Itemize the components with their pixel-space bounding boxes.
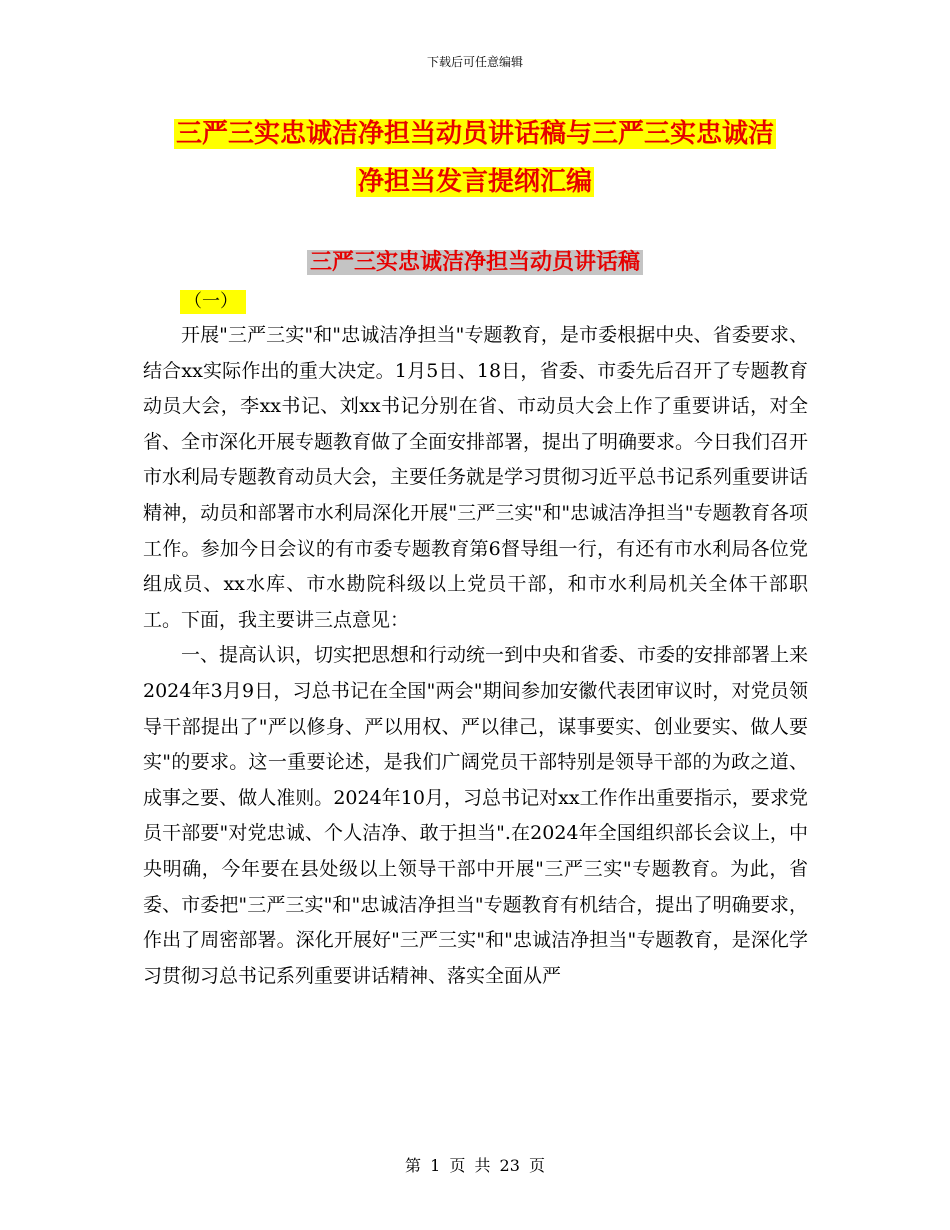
page-number: 第 1 页 共 23 页 [405,1156,545,1175]
paragraph: 开展"三严三实"和"忠诚洁净担当"专题教育，是市委根据中央、省委要求、结合xx实际作出的重大决定。1月5日、18日，省委、市委先后召开了专题教育动员大会，李xx书记、刘xx书记分别在省、市动员大会上作了重要讲话，对全省、全市深化开展专题教育做了全面安排部署，提出了明确要求。今日我们召开市水利局专题教育动员大会，主要任务就是学习贯彻习近平总书记系列重要讲话精神，动员和部署市水利局深化开展"三严三实"和"忠诚洁净担当"专题教育各项工作。参加今日会议的有市委专题教育第6督导组一行，有还有市水利局各位党组成员、xx水库、市水勘院科级以上党员干部，和市水利局机关全体干部职工。下面，我主要讲三点意见： [143,324,809,631]
page-header-note: 下载后可任意编辑 [426,55,523,69]
title-line-2: 净担当发言提纲汇编 [357,167,592,197]
paragraph: 一、提高认识，切实把思想和行动统一到中央和省委、市委的安排部署上来2024年3月9日，习总书记在全国"两会"期间参加安徽代表团审议时，对党员领导干部提出了"严以修身、严以用权、严以律己，谋事要实、创业要实、做人要实"的要求。这一重要论述，是我们广阔党员干部特别是领导干部的为政之道、成事之要、做人准则。2024年10月，习总书记对xx工作作出重要指示，要求党员干部要"对党忠诚、个人洁净、敢于担当".在2024年全国组织部长会议上，中央明确，今年要在县处级以上领导干部中开展"三严三实"专题教育。为此，省委、市委把"三严三实"和"忠诚洁净担当"专题教育有机结合，提出了明确要求，作出了周密部署。深化开展好"三严三实"和"忠诚洁净担当"专题教育，是深化学习贯彻习总书记系列重要讲话精神、落实全面从严 [143,644,809,987]
body-text [143,318,808,994]
section-title [0,246,950,280]
section-title-text: 三严三实忠诚洁净担当动员讲话稿 [307,250,643,275]
section-number-label: （一） [180,290,246,314]
document-title [0,110,950,206]
title-line-1: 三严三实忠诚洁净担当动员讲话稿与三严三实忠诚洁 [175,119,774,149]
